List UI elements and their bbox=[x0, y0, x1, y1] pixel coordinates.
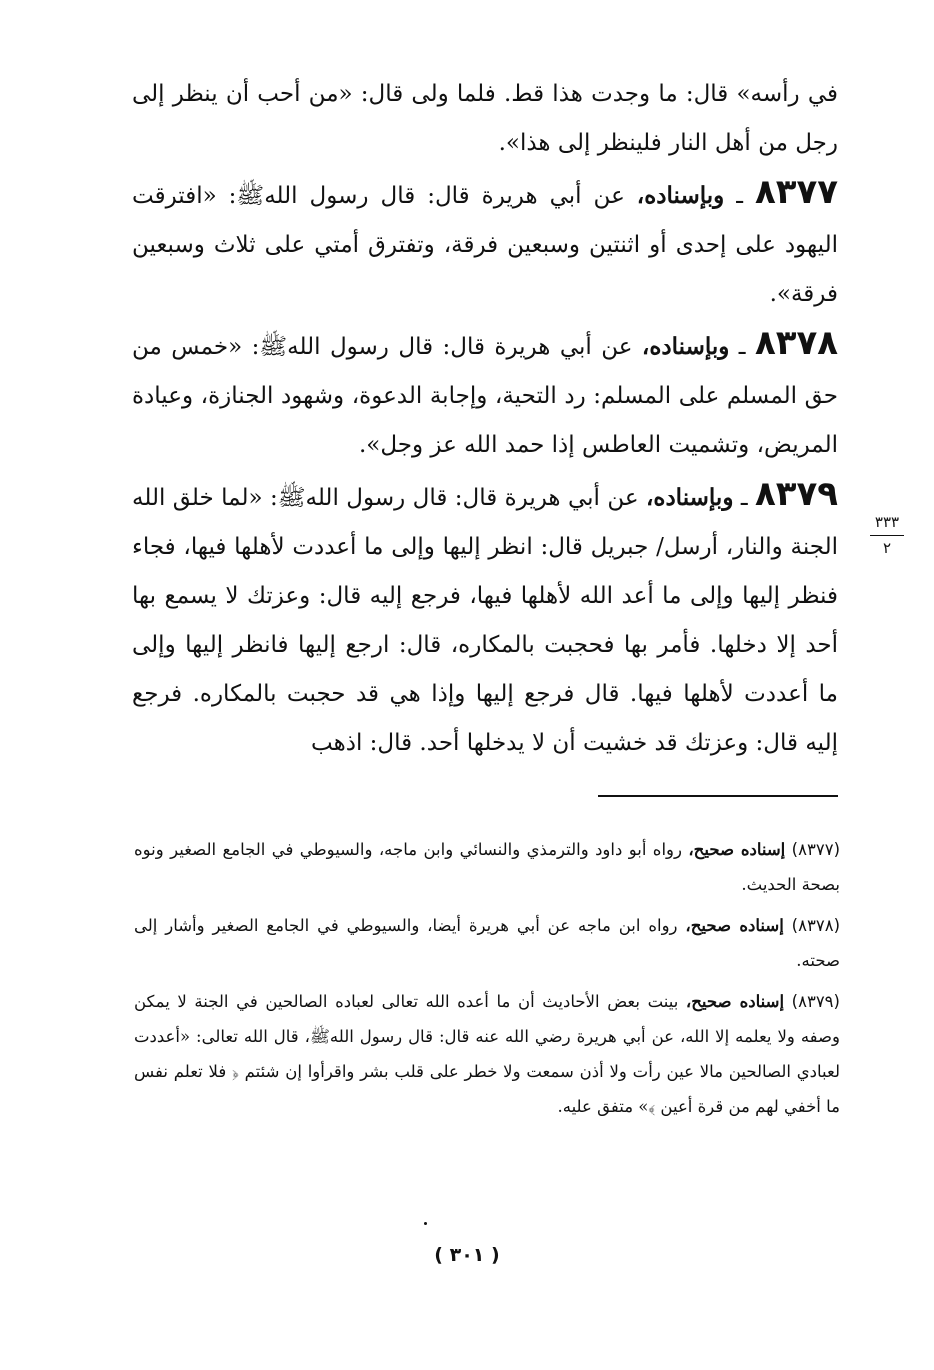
isnad-label: وبإسناده، bbox=[645, 484, 734, 511]
footnote-text: بينت بعض الأحاديث أن ما أعده الله تعالى لعباده الصالحين في الجنة لا يمكن وصفه ولا يعلمه إلا الله، عن أبي هريرة رضي الله عنه قال: قال رسول اللهﷺ، قال الله تعالى: «أعددت لعبادي الصالحين مالا عين رأت ولا أذن سمعت ولا خطر على قلب بشر واقرأوا إن شئتم ﴿ فلا تعلم نفس ما أخفي لهم من قرة أعين ﴾» متفق عليه. bbox=[134, 992, 840, 1116]
footnote-8378 bbox=[134, 908, 840, 978]
footnote-separator bbox=[598, 795, 838, 797]
hadith-number: ٨٣٧٨ bbox=[754, 323, 838, 363]
footnote-8377 bbox=[134, 832, 840, 902]
footnotes-block bbox=[134, 832, 840, 1130]
hadith-8377 bbox=[132, 168, 838, 319]
hadith-dash: ـ bbox=[724, 183, 755, 209]
footnote-text: رواه ابن ماجه عن أبي هريرة أيضا، والسيوطي في الجامع الصغير وأشار إلى صحته. bbox=[134, 916, 840, 970]
paragraph-continuation: في رأسه» قال: ما وجدت هذا قط. فلما ولى قال: «من أحب أن ينظر إلى رجل من أهل النار فلينظر إلى هذا». bbox=[132, 81, 838, 156]
hadith-8379 bbox=[132, 470, 838, 768]
main-text-block bbox=[132, 70, 838, 768]
hadith-number: ٨٣٧٧ bbox=[754, 172, 838, 212]
footnote-number: (٨٣٧٨) bbox=[791, 916, 840, 935]
footnote-8379 bbox=[134, 984, 840, 1124]
footnote-grade: إسناده صحيح، bbox=[688, 840, 786, 859]
footnote-grade: إسناده صحيح، bbox=[685, 916, 784, 935]
reference-divider bbox=[870, 535, 904, 536]
footnote-text: رواه أبو داود والترمذي والنسائي وابن ماجه، والسيوطي في الجامع الصغير ونوه بصحة الحديث. bbox=[134, 840, 840, 894]
hadith-dash: ـ bbox=[729, 334, 755, 360]
printing-dot bbox=[424, 1222, 427, 1225]
hadith-text: عن أبي هريرة قال: قال رسول اللهﷺ: «خمس من حق المسلم على المسلم: رد التحية، وإجابة الدعوة، وشهود الجنازة، وعيادة المريض، وتشميت العاطس إذا حمد الله عز وجل». bbox=[132, 334, 838, 458]
footnote-number: (٨٣٧٩) bbox=[791, 992, 840, 1011]
hadith-8378 bbox=[132, 319, 838, 470]
isnad-label: وبإسناده، bbox=[641, 333, 730, 360]
isnad-label: وبإسناده، bbox=[636, 182, 725, 209]
hadith-text: عن أبي هريرة قال: قال رسول اللهﷺ: «لما خلق الله الجنة والنار، أرسل/ جبريل قال: انظر إليها وإلى ما أعددت لأهلها فيها، فجاء فنظر إليها وإلى ما أعد الله لأهلها فيها، فرجع إليه قال: وعزتك لا يسمع بها أحد إلا دخلها. فأمر بها فحجبت بالمكاره، قال: ارجع إليها فانظر إليها وإلى ما أعددت لأهلها فيها. قال فرجع إليها وإذا هي قد حجبت بالمكاره. فرجع إليه قال: وعزتك قد خشيت أن لا يدخلها أحد. قال: اذهب bbox=[132, 485, 838, 756]
page-number: ( ٣٠١ ) bbox=[434, 1244, 500, 1266]
footnote-number: (٨٣٧٧) bbox=[791, 840, 840, 859]
footnote-grade: إسناده صحيح، bbox=[685, 992, 785, 1011]
reference-part: ٢ bbox=[882, 539, 892, 557]
manuscript-page-reference bbox=[864, 512, 910, 558]
hadith-dash: ـ bbox=[733, 485, 755, 511]
hadith-text: عن أبي هريرة قال: قال رسول اللهﷺ: «افترقت اليهود على إحدى أو اثنتين وسبعين فرقة، وتفترق أمتي على ثلاث وسبعين فرقة». bbox=[132, 183, 838, 307]
reference-volume-page: ٣٣٣ bbox=[874, 513, 900, 531]
hadith-number: ٨٣٧٩ bbox=[754, 474, 838, 514]
